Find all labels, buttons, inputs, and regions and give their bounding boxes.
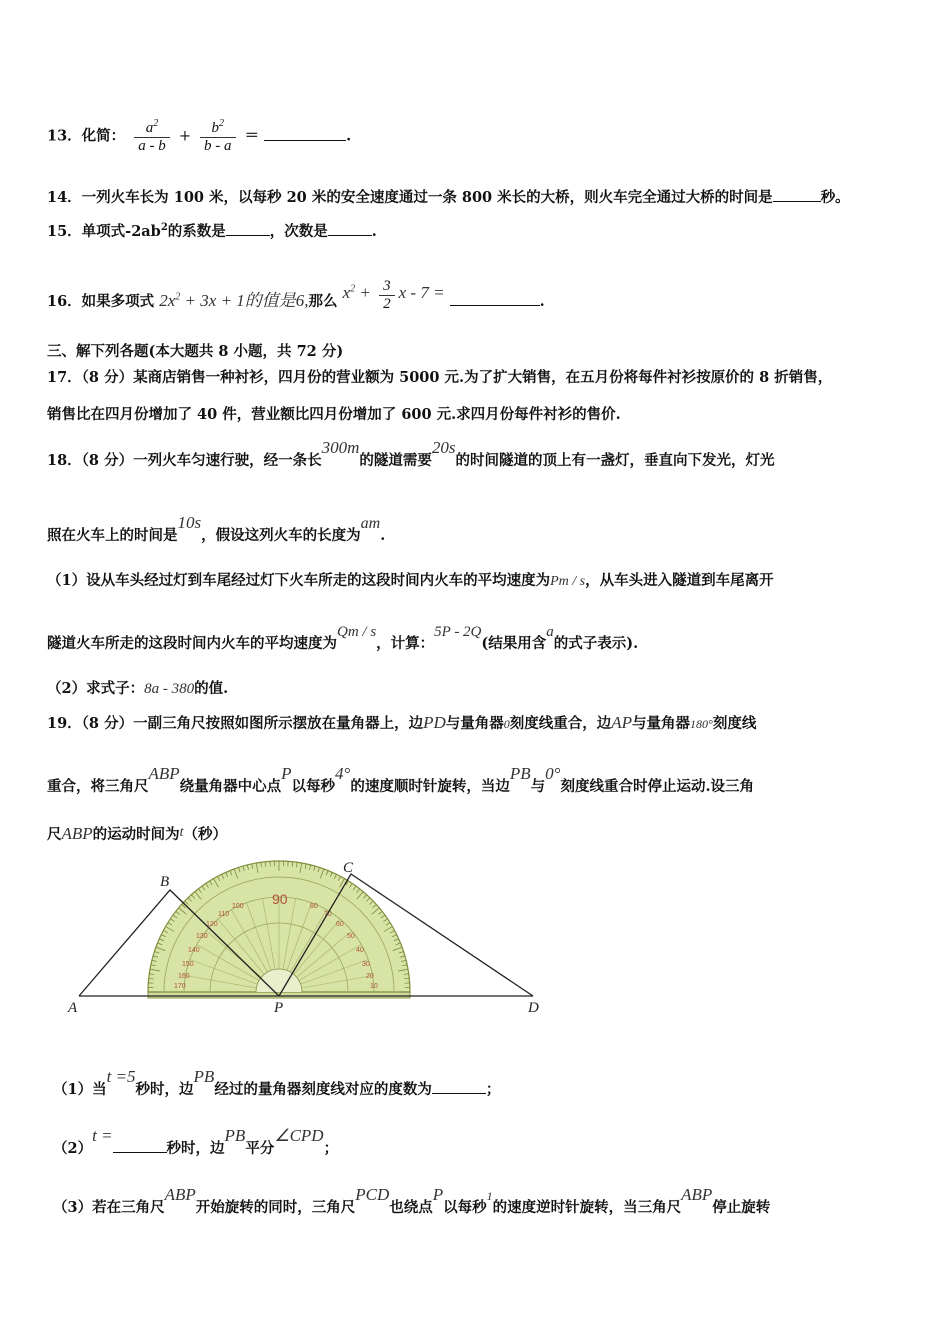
q17-line-2: 销售比在四月份增加了 40 件，营业额比四月份增加了 600 元.求四月份每件衬衫的售价. xyxy=(47,406,621,423)
svg-text:10: 10 xyxy=(370,983,378,990)
svg-text:20: 20 xyxy=(366,973,374,980)
label-b: B xyxy=(160,874,170,890)
svg-text:150: 150 xyxy=(182,961,194,968)
answer-blank xyxy=(450,293,540,306)
q19-line-2: 重合，将三角尺ABP绕量角器中心点P以每秒4°的速度顺时针旋转，当边PB与0°刻度线重合时停止运动.设三角 xyxy=(47,764,755,795)
q16-fraction: $\frac{3}{2}$ xyxy=(379,278,395,313)
q13-fraction-2: $\frac{b^2}{b - a}$ xyxy=(200,118,236,155)
svg-text:70: 70 xyxy=(324,911,332,918)
q13-fraction-1: $\frac{a^2}{a - b}$ xyxy=(134,118,170,155)
protractor-90-label: 90 xyxy=(272,891,288,907)
answer-blank xyxy=(432,1081,486,1094)
q13: 13．化简： $\frac{a^2}{a - b}$ + $\frac{b^2}{b - a}$ ＝ . xyxy=(47,118,352,154)
svg-text:130: 130 xyxy=(196,933,208,940)
q16: 16．如果多项式 $2x^2 + 3x + 1$的值是6,那么 $x^2$ + $\frac{3}{2}$ x - 7 = . xyxy=(47,278,545,312)
protractor-figure xyxy=(60,860,560,1020)
q16-polynomial: $2x^2 + 3x + 1$的值是6, xyxy=(159,291,309,310)
svg-text:30: 30 xyxy=(362,961,370,968)
q19-sub-3: （3）若在三角尺ABP开始旋转的同时，三角尺PCD也绕点P以每秒$^1$的速度逆时针旋转，当三角尺ABP停止旋转 xyxy=(53,1185,771,1216)
q19-sub-2: （2）t =秒时，边PB平分∠CPD； xyxy=(53,1126,339,1157)
q19-line-1: 19．（8 分）一副三角尺按照如图所示摆放在量角器上，边PD与量角器0刻度线重合，边AP与量角器180°刻度线 xyxy=(47,713,757,732)
q18-line-2: 照在火车上的时间是10s，假设这列火车的长度为am. xyxy=(47,513,386,544)
svg-text:120: 120 xyxy=(206,921,218,928)
answer-blank xyxy=(113,1140,167,1153)
answer-blank xyxy=(773,189,821,202)
answer-blank xyxy=(328,223,372,236)
section-heading: 三、解下列各题(本大题共 8 小题，共 72 分) xyxy=(47,343,344,360)
svg-text:170: 170 xyxy=(174,983,186,990)
label-p: P xyxy=(274,1000,284,1016)
svg-text:50: 50 xyxy=(347,933,355,940)
q13-label: 13．化简： xyxy=(47,127,126,145)
label-a: A xyxy=(68,1000,78,1016)
q18-part-1-line-2: 隧道火车所走的这段时间内火车的平均速度为Qm / s，计算：5P - 2Q(结果用含a的式子表示). xyxy=(47,624,639,652)
q19-sub-1: （1）当t =5秒时，边PB经过的量角器刻度线对应的度数为 ； xyxy=(53,1067,501,1098)
label-d: D xyxy=(528,1000,539,1016)
svg-text:160: 160 xyxy=(178,973,190,980)
q18-line-1: 18．（8 分）一列火车匀速行驶，经一条长300m的隧道需要20s的时间隧道的顶上有一盏灯，垂直向下发光，灯光 xyxy=(47,438,775,469)
answer-blank xyxy=(226,223,270,236)
svg-text:40: 40 xyxy=(356,947,364,954)
svg-text:100: 100 xyxy=(232,903,244,910)
svg-text:140: 140 xyxy=(188,947,200,954)
q14: 14．一列火车长为 100 米，以每秒 20 米的安全速度通过一条 800 米长的大桥，则火车完全通过大桥的时间是 秒。 xyxy=(47,189,850,206)
svg-text:110: 110 xyxy=(218,911,230,918)
q17-line-1: 17．（8 分）某商店销售一种衬衫，四月份的营业额为 5000 元.为了扩大销售，在五月份将每件衬衫按原价的 8 折销售， xyxy=(47,369,833,386)
q18-part-2: （2）求式子：8a - 380的值. xyxy=(47,680,229,697)
q18-part-1-line-1: （1）设从车头经过灯到车尾经过灯下火车所走的这段时间内火车的平均速度为Pm / s，从车头进入隧道到车尾离开 xyxy=(47,572,774,589)
q16-expression: $x^2$ + xyxy=(342,283,376,302)
answer-blank xyxy=(264,128,346,141)
q15: 15．单项式$-2ab^2$的系数是 ，次数是 . xyxy=(47,222,377,240)
label-c: C xyxy=(343,860,354,876)
svg-text:60: 60 xyxy=(336,921,344,928)
q19-line-3: 尺ABP的运动时间为t（秒） xyxy=(47,824,228,843)
svg-text:80: 80 xyxy=(310,903,318,910)
